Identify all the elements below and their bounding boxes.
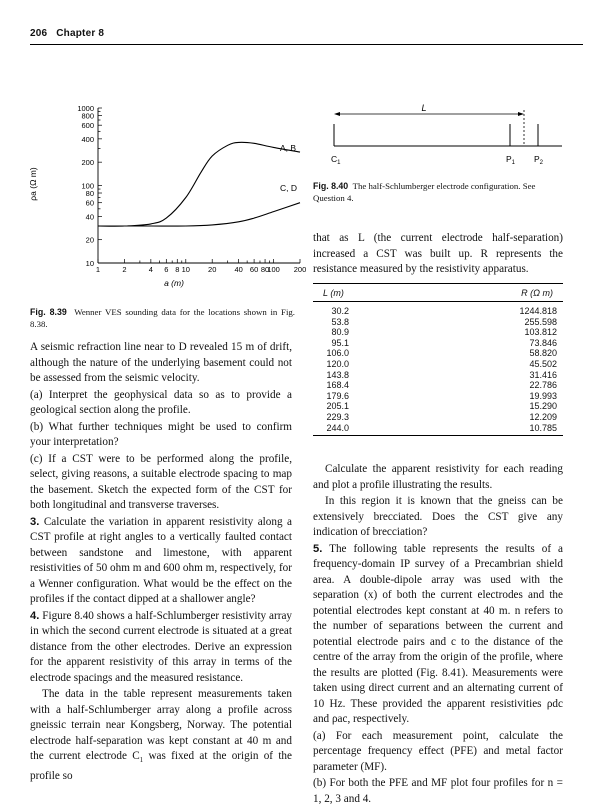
y-tick-label: 600 <box>81 121 94 131</box>
x-tick-label: 6 <box>164 265 169 274</box>
figure-8-39-caption <box>30 306 295 330</box>
table-row <box>313 306 563 317</box>
left-column <box>30 340 292 785</box>
cell-l: 106.0 <box>326 348 349 359</box>
cell-l: 205.1 <box>326 401 349 412</box>
caption-label: Fig. 8.39 <box>30 307 67 317</box>
caption-text: The half-Schlumberger electrode configuration. See Question 4. <box>313 181 536 203</box>
cell-l: 168.4 <box>326 380 349 391</box>
cell-r: 255.598 <box>524 316 557 327</box>
table-row <box>313 317 563 328</box>
resistance-table <box>313 283 563 436</box>
x-tick-label: 2 <box>122 265 127 274</box>
curve-label-ab: A, B <box>280 143 297 153</box>
cell-l: 80.9 <box>331 327 349 338</box>
col-header-r: R (Ω m) <box>521 288 553 298</box>
cell-r: 45.502 <box>529 358 557 369</box>
cell-l: 30.2 <box>331 306 349 316</box>
table-row <box>313 359 563 370</box>
y-tick-label: 800 <box>81 111 94 121</box>
x-tick-label: 10 <box>181 265 190 274</box>
right-column-top <box>313 231 563 279</box>
y-tick-label: 80 <box>85 189 94 199</box>
x-tick-label: 200 <box>293 265 307 274</box>
x-tick-label: 1 <box>95 265 101 274</box>
figure-8-40-caption <box>313 180 563 204</box>
question-3: 3. Calculate the variation in apparent resistivity along a CST profile at right angles to a vertically faulted contact between sandstone and limestone, with apparent resistivities of 50 ohm m and 600 ohm m, respectively, for a Wenner configuration. What would be the effect on the profiles if the contact dipped at a shallower angle? <box>30 515 292 605</box>
y-axis-label: ρa (Ω m) <box>28 167 38 201</box>
paragraph: (a) Interpret the geophysical data so as to provide a geological section along the profile. <box>30 388 292 416</box>
paragraph: The data in the table represent measurements taken with a half-Schlumberger array along a profile across gneissic terrain near Kongsberg, Norway. The potential electrode half-separation was kept constant at 40 m and the current electrode $C_1$ was fixed at the origin of the profile so <box>30 688 292 782</box>
series-line-ab <box>98 142 300 226</box>
caption-text: Wenner VES sounding data for the locations shown in Fig. 8.38. <box>30 307 295 329</box>
x-axis-label: a (m) <box>164 278 184 288</box>
table-row <box>313 370 563 381</box>
y-tick-label: 10 <box>85 259 94 268</box>
y-tick-label: 100 <box>81 181 94 191</box>
c1-label: $C_1$ <box>331 154 341 166</box>
header-rule <box>30 44 583 45</box>
cell-l: 179.6 <box>326 390 349 401</box>
curve-label-cd: C, D <box>280 183 297 193</box>
x-tick-label: 60 <box>249 265 259 274</box>
table-header <box>313 284 563 301</box>
cell-r: 10.785 <box>529 422 557 433</box>
cell-r: 12.209 <box>529 411 557 422</box>
chapter-title: Chapter 8 <box>56 28 105 39</box>
y-tick-label: 400 <box>81 134 94 144</box>
x-tick-label: 8 <box>175 265 180 274</box>
cell-l: 95.1 <box>331 337 349 348</box>
table-row <box>313 401 563 412</box>
table-row <box>313 327 563 338</box>
paragraph: A seismic refraction line near to D revealed 15 m of drift, although the nature of the underlying basement could not be assessed from the seismic velocity. <box>30 341 292 384</box>
dimension-label: L <box>421 103 427 113</box>
p1-label: $P_1$ <box>506 154 516 166</box>
paragraph: Calculate the apparent resistivity for each reading and plot a profile illustrating the results. <box>313 463 563 491</box>
series-line-cd <box>98 203 300 226</box>
table-row <box>313 338 563 349</box>
cell-l: 229.3 <box>326 411 349 422</box>
paragraph: (c) If a CST were to be performed along the profile, select, giving reasons, a suitable electrode spacing to map the basement. Sketch the expected form of the CST for both longitudinal and transverse traverses. <box>30 452 292 511</box>
p2-label: $P_2$ <box>534 154 544 166</box>
col-header-l: L (m) <box>323 288 344 298</box>
paragraph: (b) What further techniques might be used to confirm your interpretation? <box>30 420 292 448</box>
x-tick-label: 80 <box>260 265 270 274</box>
cell-l: 53.8 <box>331 316 349 327</box>
figure-8-39-chart <box>28 100 310 300</box>
page-number: 206 <box>30 28 48 39</box>
figure-8-40-diagram <box>312 102 572 182</box>
cell-r: 73.846 <box>529 337 557 348</box>
y-tick-label: 1000 <box>77 104 94 113</box>
table-row <box>313 423 563 434</box>
x-tick-label: 4 <box>148 265 153 274</box>
cell-l: 244.0 <box>326 422 349 433</box>
x-tick-label: 40 <box>234 265 243 274</box>
table-row <box>313 348 563 359</box>
question-5: 5. The following table represents the results of a frequency-domain IP survey of a Precambrian shield area. A double-dipole array was used with the separation (x) of both the current electrodes and the potential electrodes kept constant at 40 m. n refers to the number of separations between the current and potential electrode pairs and c to the distance of the centre of the array from the origin of the profile, where the results are plotted (Fig. 8.41). Measurements were taken using direct current and an alternating current of 10 Hz. These provided the apparent resistivities ρdc and ρac, respectively. <box>313 542 563 725</box>
y-tick-label: 40 <box>85 212 94 222</box>
running-header <box>30 28 104 39</box>
table-row <box>313 391 563 402</box>
x-tick-label: 20 <box>208 265 217 274</box>
paragraph: that as L (the current electrode half-separation) increased a CST was built up. R represents the resistance measured by the resistivity apparatus. <box>313 232 563 275</box>
x-tick-label: 100 <box>267 265 280 274</box>
paragraph: (a) For each measurement point, calculate the percentage frequency effect (PFE) and metal factor parameter (MF). <box>313 729 563 773</box>
paragraph: (b) For both the PFE and MF plot four profiles for n = 1, 2, 3 and 4. <box>313 777 563 805</box>
cell-l: 143.8 <box>326 369 349 380</box>
cell-r: 15.290 <box>529 401 557 412</box>
cell-l: 120.0 <box>326 358 349 369</box>
question-4: 4. Figure 8.40 shows a half-Schlumberger resistivity array in which the second current electrode is situated at a great distance from the other electrodes. Derive an expression for the apparent resistivity of this array in terms of the electrode spacings and the measured resistance. <box>30 609 292 684</box>
cell-r: 58.820 <box>529 348 557 359</box>
cell-r: 103.812 <box>524 327 557 338</box>
cell-r: 22.786 <box>529 380 557 391</box>
y-tick-label: 60 <box>85 198 94 208</box>
table-body <box>313 302 563 435</box>
table-row <box>313 412 563 423</box>
right-column-bottom <box>313 462 563 808</box>
y-tick-label: 20 <box>85 235 94 245</box>
cell-r: 31.416 <box>529 369 557 380</box>
caption-label: Fig. 8.40 <box>313 181 349 191</box>
y-tick-label: 200 <box>81 158 94 168</box>
paragraph: In this region it is known that the gneiss can be extensively brecciated. Does the CST give any indication of brecciation? <box>313 495 563 538</box>
cell-r: 19.993 <box>529 390 557 401</box>
cell-r: 1244.818 <box>519 306 557 316</box>
table-row <box>313 380 563 391</box>
